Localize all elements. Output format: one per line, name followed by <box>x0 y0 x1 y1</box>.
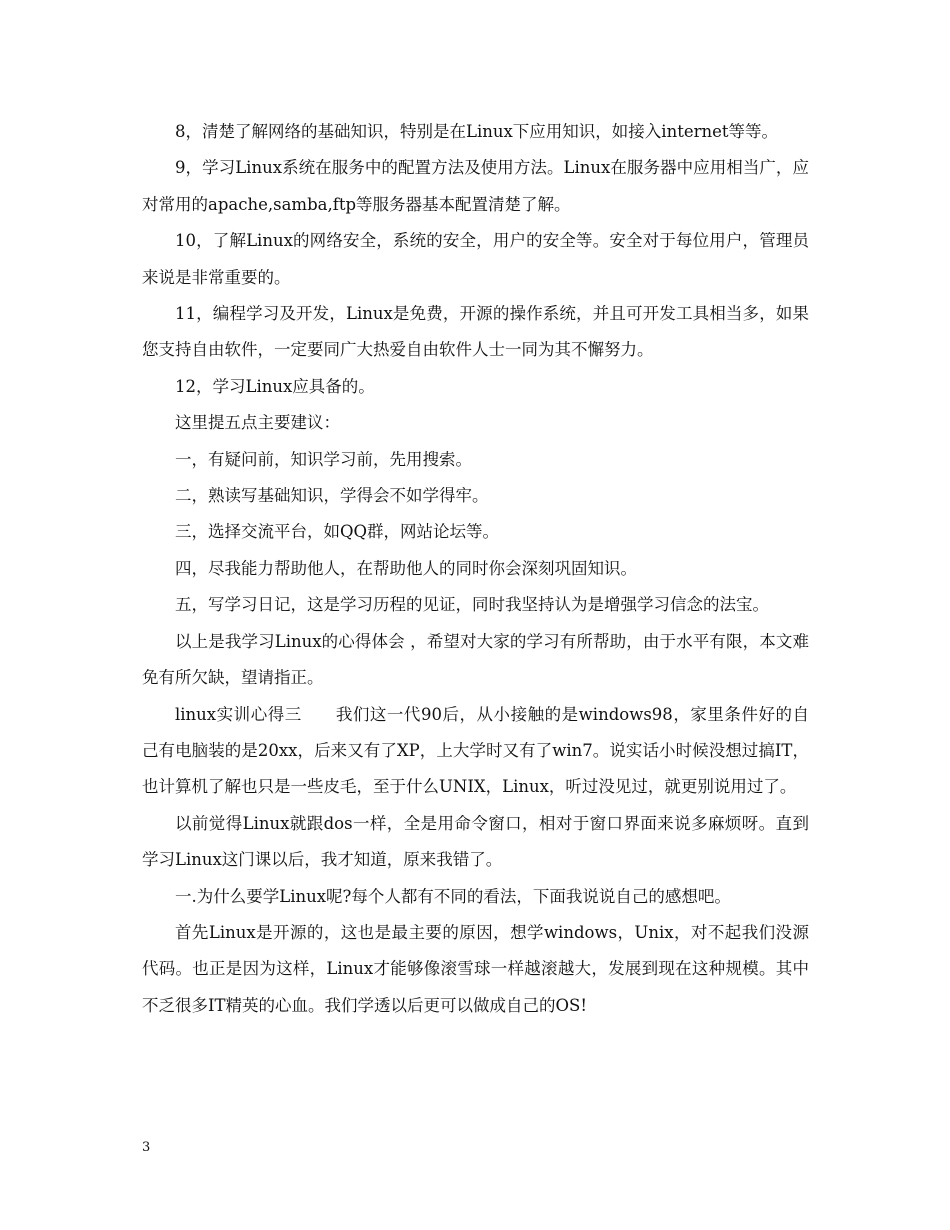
suggestions-intro: 这里提五点主要建议： <box>175 413 340 433</box>
dos-comparison-paragraph: 以前觉得Linux就跟dos一样，全是用命令窗口，相对于窗口界面来说多麻烦呀。直到学习Linux这门课以后，我才知道，原来我错了。 <box>142 813 809 870</box>
conclusion-paragraph: 以上是我学习Linux的心得体会 ，希望对大家的学习有所帮助，由于水平有限，本文难免有所欠缺，望请指正。 <box>142 631 809 688</box>
suggestion-3: 三，选择交流平台，如QQ群，网站论坛等。 <box>175 522 500 542</box>
paragraph-9: 9，学习Linux系统在服务中的配置方法及使用方法。Linux在服务器中应用相当广，应对常用的apache,samba,ftp等服务器基本配置清楚了解。 <box>142 158 809 214</box>
paragraph-8: 8，清楚了解网络的基础知识，特别是在Linux下应用知识，如接入internet等等。 <box>175 122 778 141</box>
suggestion-2: 二，熟读写基础知识，学得会不如学得牢。 <box>175 486 489 506</box>
paragraph-11: 11，编程学习及开发，Linux是免费，开源的操作系统，并且可开发工具相当多，如果您支持自由软件，一定要同广大热爱自由软件人士一同为其不懈努力。 <box>142 304 809 360</box>
why-learn-heading: 一.为什么要学Linux呢?每个人都有不同的看法，下面我说说自己的感想吧。 <box>175 886 731 906</box>
section-three-paragraph: linux实训心得三 我们这一代90后，从小接触的是windows98，家里条件好的自己有电脑装的是20xx，后来又有了XP，上大学时又有了win7。说实话小时候没想过搞IT，也计算机了解也只是一些皮毛，至于什么UNIX，Linux，听过没见过，就更别说用过了。 <box>142 704 809 797</box>
document-body <box>142 114 809 1024</box>
open-source-paragraph: 首先Linux是开源的，这也是最主要的原因，想学windows，Unix，对不起我们没源代码。也正是因为这样，Linux才能够像滚雪球一样越滚越大，发展到现在这种规模。其中不乏很多IT精英的心血。我们学透以后更可以做成自己的OS! <box>142 922 809 1015</box>
page-number: 3 <box>142 1140 151 1155</box>
suggestion-4: 四，尽我能力帮助他人，在帮助他人的同时你会深刻巩固知识。 <box>175 558 637 578</box>
paragraph-10: 10，了解Linux的网络安全，系统的安全，用户的安全等。安全对于每位用户，管理员来说是非常重要的。 <box>142 231 809 287</box>
suggestion-5: 五，写学习日记，这是学习历程的见证，同时我坚持认为是增强学习信念的法宝。 <box>175 595 769 615</box>
paragraph-12: 12，学习Linux应具备的。 <box>175 376 375 396</box>
suggestion-1: 一，有疑问前，知识学习前，先用搜索。 <box>175 449 472 469</box>
